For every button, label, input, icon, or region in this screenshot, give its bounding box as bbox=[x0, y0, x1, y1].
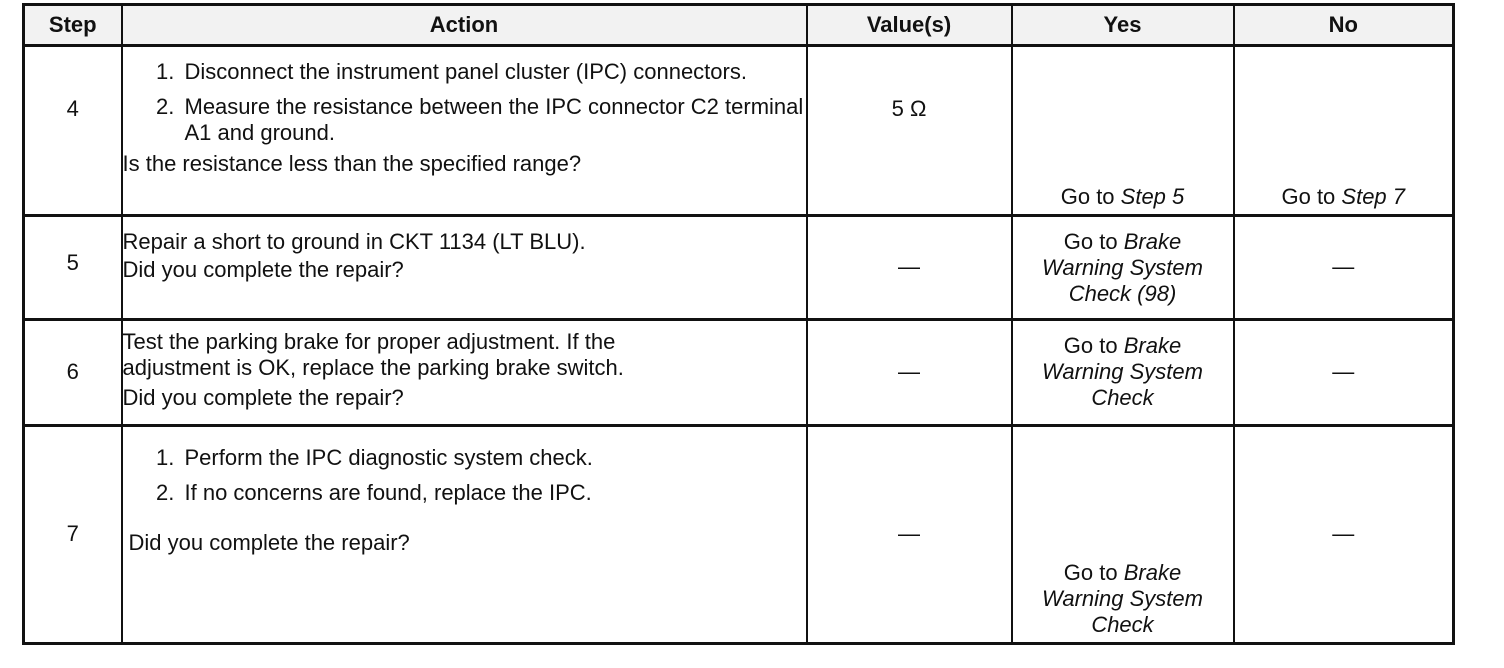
value-cell bbox=[807, 215, 1012, 319]
value-cell bbox=[807, 319, 1012, 425]
no-text: — bbox=[1332, 359, 1355, 385]
yes-cell bbox=[1012, 425, 1234, 643]
header-action: Action bbox=[122, 5, 807, 46]
yes-instruction bbox=[1013, 560, 1233, 638]
goto-prefix: Go to bbox=[1060, 183, 1121, 209]
action-cell bbox=[122, 319, 807, 425]
step-link[interactable]: Brake Warning System Check bbox=[1042, 332, 1203, 410]
action-question: Is the resistance less than the specified range? bbox=[122, 151, 582, 176]
table-row bbox=[24, 425, 1454, 643]
step-cell bbox=[24, 319, 122, 425]
list-item: 1. Disconnect the instrument panel cluster (IPC) connectors. bbox=[181, 59, 806, 85]
no-text: — bbox=[1332, 254, 1355, 280]
action-cell bbox=[122, 215, 807, 319]
step-cell bbox=[24, 425, 122, 643]
value-cell bbox=[807, 425, 1012, 643]
no-cell bbox=[1234, 215, 1454, 319]
no-instruction bbox=[1235, 184, 1453, 210]
action-list bbox=[123, 59, 806, 146]
step-number: 7 bbox=[66, 521, 79, 547]
list-item: 1. Perform the IPC diagnostic system check. bbox=[181, 445, 806, 471]
step-link[interactable]: Brake Warning System Check (98) bbox=[1042, 228, 1203, 306]
step-link[interactable]: Step 7 bbox=[1341, 183, 1406, 209]
action-text: Repair a short to ground in CKT 1134 (LT BLU). bbox=[122, 228, 586, 254]
goto-prefix: Go to bbox=[1063, 332, 1124, 358]
goto-prefix: Go to bbox=[1281, 183, 1342, 209]
header-no: No bbox=[1234, 5, 1454, 46]
yes-instruction bbox=[1013, 184, 1233, 210]
table-row bbox=[24, 319, 1454, 425]
table-row bbox=[24, 46, 1454, 216]
step-link[interactable]: Step 5 bbox=[1120, 183, 1185, 209]
yes-cell bbox=[1012, 319, 1234, 425]
no-text: — bbox=[1332, 521, 1355, 547]
yes-instruction bbox=[1013, 333, 1233, 411]
header-row bbox=[24, 5, 1454, 46]
header-yes: Yes bbox=[1012, 5, 1234, 46]
action-question: Did you complete the repair? bbox=[122, 384, 404, 410]
action-question: Did you complete the repair? bbox=[122, 256, 404, 282]
action-cell bbox=[122, 425, 807, 643]
list-item: 2. If no concerns are found, replace the IPC. bbox=[181, 480, 806, 506]
header-values: Value(s) bbox=[807, 5, 1012, 46]
table-row bbox=[24, 215, 1454, 319]
yes-instruction bbox=[1013, 229, 1233, 307]
action-question: Did you complete the repair? bbox=[128, 529, 410, 555]
value-cell bbox=[807, 46, 1012, 216]
action-cell bbox=[122, 46, 807, 216]
value-text: 5 Ω bbox=[891, 96, 927, 122]
step-cell bbox=[24, 46, 122, 216]
yes-cell bbox=[1012, 46, 1234, 216]
no-cell bbox=[1234, 319, 1454, 425]
goto-prefix: Go to bbox=[1063, 228, 1124, 254]
value-text: — bbox=[898, 521, 920, 547]
step-cell bbox=[24, 215, 122, 319]
step-number: 4 bbox=[66, 96, 79, 122]
diagnostic-table bbox=[22, 3, 1455, 645]
header-step: Step bbox=[24, 5, 122, 46]
step-number: 5 bbox=[66, 250, 79, 276]
goto-prefix: Go to bbox=[1063, 560, 1124, 585]
action-list bbox=[123, 445, 806, 506]
no-cell bbox=[1234, 46, 1454, 216]
step-link[interactable]: Brake Warning System Check bbox=[1042, 560, 1203, 637]
yes-cell bbox=[1012, 215, 1234, 319]
action-text: Test the parking brake for proper adjustment. If the adjustment is OK, replace the parking brake switch. bbox=[122, 328, 624, 380]
list-item: 2. Measure the resistance between the IPC connector C2 terminal A1 and ground. bbox=[181, 94, 806, 146]
value-text: — bbox=[898, 254, 920, 280]
value-text: — bbox=[898, 359, 920, 385]
step-number: 6 bbox=[66, 359, 79, 385]
no-cell bbox=[1234, 425, 1454, 643]
